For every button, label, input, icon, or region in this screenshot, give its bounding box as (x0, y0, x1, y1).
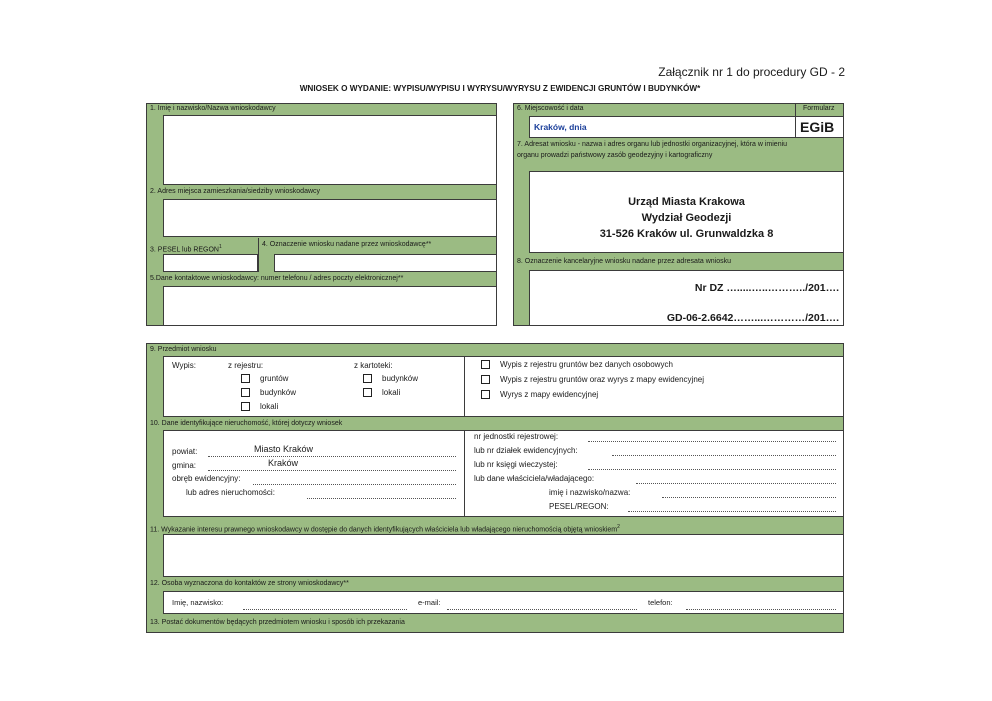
sec12-label: 12. Osoba wyznaczona do kontaktów ze strony wnioskodawcy** (150, 580, 349, 587)
contact-person-field (163, 591, 844, 614)
place-date-field[interactable] (529, 116, 796, 138)
contact-phone-label: telefon: (648, 598, 673, 607)
nr-ksiegi-label: lub nr księgi wieczystej: (474, 460, 558, 469)
contact-email-label: e-mail: (418, 598, 441, 607)
obreb-label: obręb ewidencyjny: (172, 474, 241, 483)
right-item-2: Wypis z rejestru gruntów oraz wyrys z mapy ewidencyjnej (500, 375, 704, 384)
obreb-line[interactable] (253, 484, 456, 485)
checkbox-wypis-wyrys[interactable] (481, 375, 490, 384)
gmina-label: gmina: (172, 461, 197, 470)
checkbox-wypis-bez-danych[interactable] (481, 360, 490, 369)
nr-jedn-line[interactable] (588, 441, 836, 442)
powiat-label: powiat: (172, 447, 198, 456)
gmina-line[interactable] (208, 470, 456, 471)
z-rejestru-label: z rejestru: (228, 361, 264, 370)
contact-field[interactable] (163, 286, 497, 326)
imie-line[interactable] (662, 497, 836, 498)
sec8-label: 8. Oznaczenie kancelaryjne wniosku nadane przez adresata wniosku (517, 258, 732, 265)
pesel-label: PESEL/REGON: (549, 502, 609, 511)
sec7-label-2: organu prowadzi państwowy zasób geodezyjny i kartograficzny (517, 152, 713, 159)
contact-name-line[interactable] (243, 609, 407, 610)
registry-nr: Nr DZ ….....…..………../201…. (694, 282, 839, 294)
sec6-label: 6. Miejscowość i data (517, 105, 584, 112)
pesel-line[interactable] (628, 511, 836, 512)
nr-dzialek-label: lub nr działek ewidencyjnych: (474, 446, 578, 455)
applicant-name-field[interactable] (163, 115, 497, 185)
sec7-label-1: 7. Adresat wniosku - nazwa i adres organu lub jednostki organizacyjnej, która w imieniu (517, 141, 788, 148)
nr-dzialek-line[interactable] (612, 455, 836, 456)
checkbox-rejestr-budynki[interactable] (241, 388, 250, 397)
annex-label: Załącznik nr 1 do procedury GD - 2 (658, 65, 845, 79)
pesel-field[interactable] (163, 254, 258, 272)
sec5-label: 5.Dane kontaktowe wnioskodawcy: numer telefonu / adres poczty elektronicznej** (150, 275, 404, 282)
registry-gd: GD-06-2.6642……...…………/201…. (666, 312, 839, 324)
checkbox-rejestr-lokale[interactable] (241, 402, 250, 411)
legal-interest-field[interactable] (163, 534, 844, 577)
rejestr-item-3: lokali (260, 402, 279, 411)
checkbox-kartoteka-budynki[interactable] (363, 374, 372, 383)
nr-ksiegi-line[interactable] (588, 469, 836, 470)
registry-field (529, 270, 844, 326)
sec10-label: 10. Dane identyfikujące nieruchomość, której dotyczy wniosek (150, 420, 343, 427)
rejestr-item-1: gruntów (260, 374, 289, 383)
sec4-label: 4. Oznaczenie wniosku nadane przez wnioskodawcę** (262, 241, 432, 248)
addressee-line-3: 31-526 Kraków ul. Grunwaldzka 8 (599, 228, 774, 240)
right-item-1: Wypis z rejestru gruntów bez danych osobowych (500, 360, 673, 369)
form-code: EGiB (800, 119, 835, 135)
form-title: WNIOSEK O WYDANIE: WYPISU/WYPISU I WYRYSU/WYRYSU Z EWIDENCJI GRUNTÓW I BUDYNKÓW* (299, 84, 701, 93)
checkbox-rejestr-grunty[interactable] (241, 374, 250, 383)
sec9-label: 9. Przedmiot wniosku (150, 346, 217, 353)
contact-phone-line[interactable] (686, 609, 836, 610)
addressee-line-1: Urząd Miasta Krakowa (628, 196, 745, 208)
adres-line[interactable] (307, 498, 456, 499)
z-kartoteki-label: z kartoteki: (354, 361, 393, 370)
form-label: Formularz (803, 105, 835, 112)
divider (464, 356, 465, 417)
sec1-label: 1. Imię i nazwisko/Nazwa wnioskodawcy (150, 105, 276, 112)
addressee-line-2: Wydział Geodezji (641, 212, 732, 224)
powiat-value: Miasto Kraków (254, 444, 314, 454)
kartoteka-item-1: budynków (382, 374, 419, 383)
place-date-value: Kraków, dnia (534, 122, 587, 132)
form-code-box (795, 116, 844, 138)
addressee-field (529, 171, 844, 253)
nr-jedn-label: nr jednostki rejestrowej: (474, 432, 559, 441)
contact-name-label: Imię, nazwisko: (172, 598, 224, 607)
sec11-label: 11. Wykazanie interesu prawnego wnioskodawcy w dostępie do danych identyfikujących właściciela lub władającego nieruchomością objętą wnioskiem$^2$ (150, 524, 620, 534)
wypis-label: Wypis: (172, 361, 196, 370)
gmina-value: Kraków (268, 458, 299, 468)
checkbox-wyrys[interactable] (481, 390, 490, 399)
imie-label: imię i nazwisko/nazwa: (549, 488, 631, 497)
applicant-address-field[interactable] (163, 199, 497, 237)
checkbox-kartoteka-lokale[interactable] (363, 388, 372, 397)
kartoteka-item-2: lokali (382, 388, 401, 397)
divider (464, 430, 465, 517)
applicant-ref-field[interactable] (274, 254, 497, 272)
right-item-3: Wyrys z mapy ewidencyjnej (500, 390, 599, 399)
adres-label: lub adres nieruchomości: (186, 488, 275, 497)
sec13-label: 13. Postać dokumentów będących przedmiotem wniosku i sposób ich przekazania (150, 619, 405, 626)
contact-email-line[interactable] (447, 609, 637, 610)
sec2-label: 2. Adres miejsca zamieszkania/siedziby wnioskodawcy (150, 188, 321, 195)
rejestr-item-2: budynków (260, 388, 297, 397)
wlasciciel-line[interactable] (636, 483, 836, 484)
sec3-label: 3. PESEL lub REGON$^1$ (150, 244, 222, 254)
wlasciciel-label: lub dane właściciela/władającego: (474, 474, 595, 483)
powiat-line[interactable] (208, 456, 456, 457)
